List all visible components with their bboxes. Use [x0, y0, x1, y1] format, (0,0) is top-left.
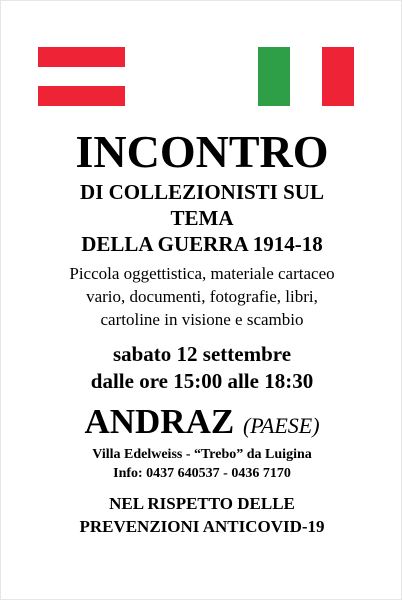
description-line-1: Piccola oggettistica, materiale cartaceo [69, 264, 335, 283]
location-name: ANDRAZ [84, 402, 235, 441]
covid-notice-line-2: PREVENZIONI ANTICOVID-19 [79, 517, 325, 536]
subtitle-line-1: DI COLLEZIONISTI SUL [80, 180, 324, 204]
event-title: INCONTRO [75, 126, 329, 177]
subtitle-line-2: TEMA [170, 206, 234, 230]
covid-notice-line-1: NEL RISPETTO DELLE [109, 494, 295, 513]
event-date: sabato 12 settembre [112, 342, 292, 366]
event-location [1, 404, 402, 439]
event-time: dalle ore 15:00 alle 18:30 [90, 369, 314, 393]
location-qualifier: (PAESE) [242, 413, 320, 438]
venue-address: Villa Edelweiss - “Trebo” da Luigina [92, 447, 312, 462]
austria-flag-icon [38, 47, 125, 106]
subtitle-line-3: DELLA GUERRA 1914-18 [81, 232, 323, 256]
description-line-2: vario, documenti, fotografie, libri, [86, 287, 318, 306]
contact-info: Info: 0437 640537 - 0436 7170 [113, 466, 291, 481]
description-line-3: cartoline in visione e scambio [100, 310, 304, 329]
italy-flag-icon [258, 47, 354, 106]
